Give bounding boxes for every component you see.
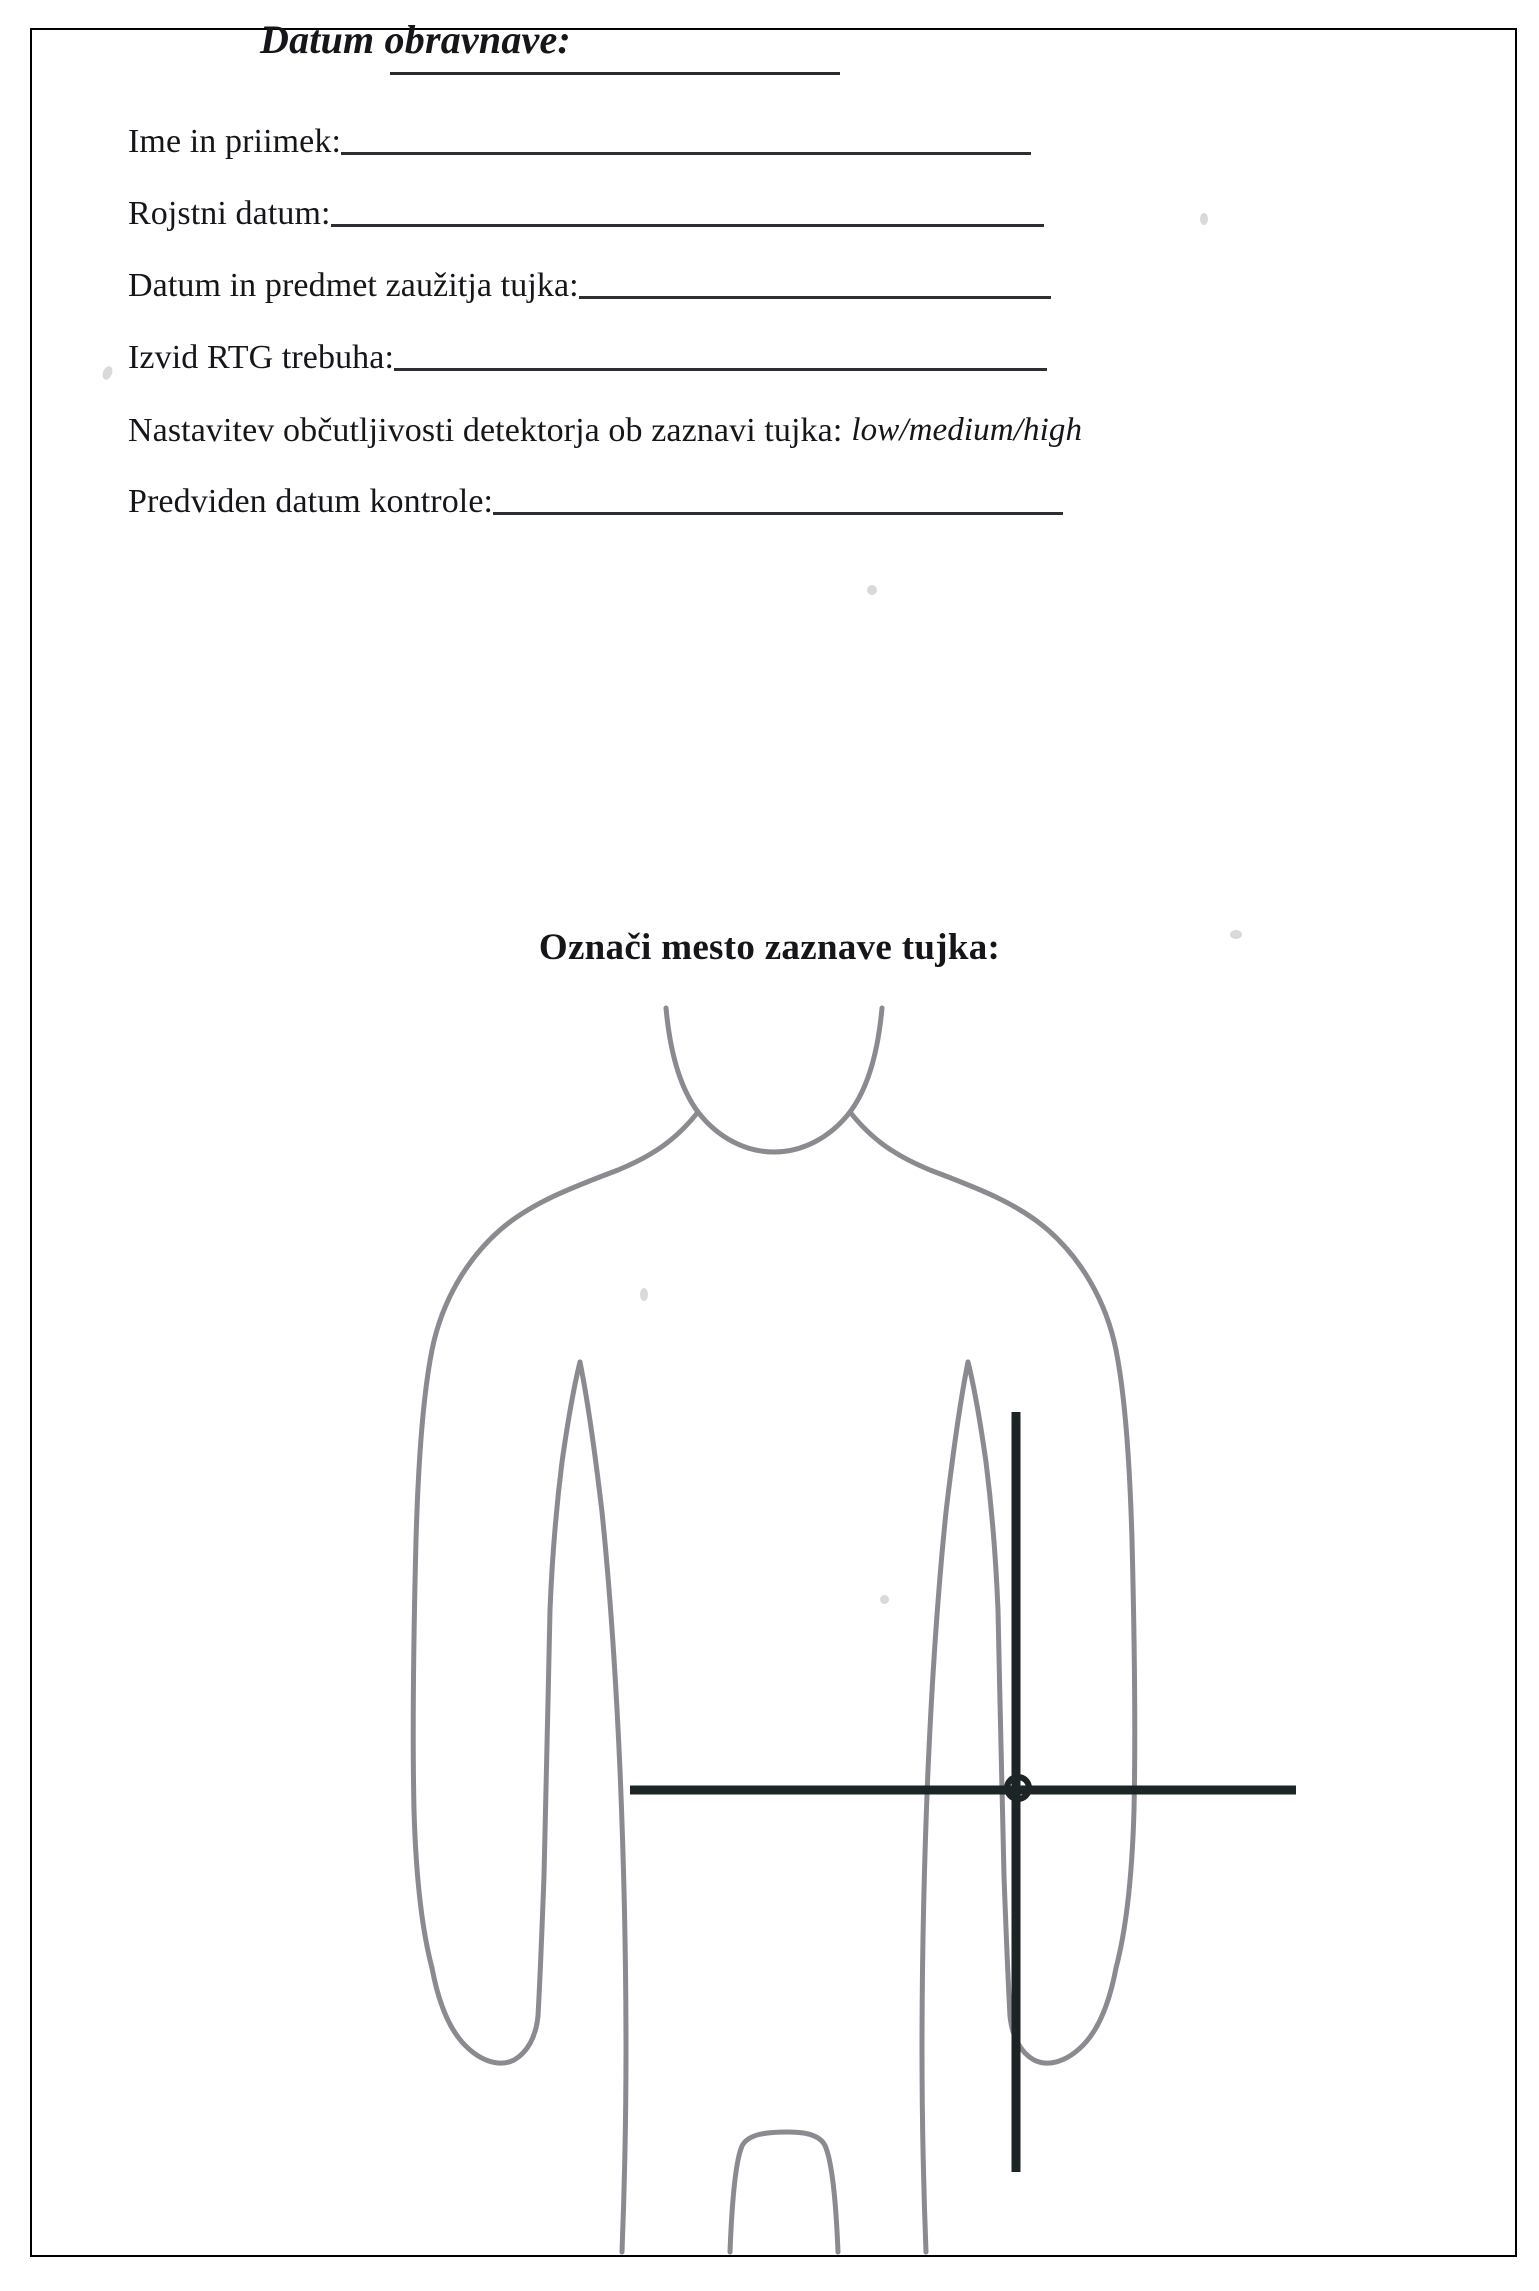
detection-site-crosshair[interactable]: [630, 1412, 1296, 2172]
form-field-input-line[interactable]: [579, 296, 1051, 299]
form-field-input-line[interactable]: [493, 512, 1063, 515]
form-field-ime-in-priimek: [128, 124, 1031, 160]
document-title-rule: [390, 72, 840, 75]
scan-speck: [101, 365, 115, 381]
form-field-predviden-datum-kontrole: [128, 484, 1063, 520]
torso-outline-svg: [246, 1000, 1296, 2270]
torso-outline-path: [413, 1008, 1135, 2252]
form-field-label: Izvid RTG trebuha:: [128, 339, 395, 376]
form-field-label: Ime in priimek:: [128, 123, 342, 160]
form-field-label: Datum in predmet zaužitja tujka:: [128, 267, 579, 304]
form-field-rojstni-datum: [128, 196, 1044, 232]
form-field-izvid-rtg-trebuha: [128, 340, 1047, 376]
document-title: Datum obravnave:: [260, 17, 571, 62]
body-map-diagram[interactable]: [246, 1000, 1296, 2270]
scan-speck: [867, 585, 877, 595]
form-field-input-line[interactable]: [394, 368, 1047, 371]
form-field-label: Nastavitev občutljivosti detektorja ob zaznavi tujka:: [128, 412, 843, 450]
sensitivity-options[interactable]: low/medium/high: [851, 412, 1083, 448]
form-field-datum-in-predmet-zauzitja-tujka: [128, 268, 1051, 304]
form-field-label: Rojstni datum:: [128, 195, 331, 232]
form-field-input-line[interactable]: [341, 152, 1031, 155]
scan-speck: [1200, 213, 1208, 225]
form-field-nastavitev-obcutljivosti-detektorja: [128, 412, 1082, 449]
form-field-input-line[interactable]: [331, 224, 1044, 227]
form-field-label: Predviden datum kontrole:: [128, 483, 494, 520]
body-map-heading: Označi mesto zaznave tujka:: [538, 927, 1001, 968]
